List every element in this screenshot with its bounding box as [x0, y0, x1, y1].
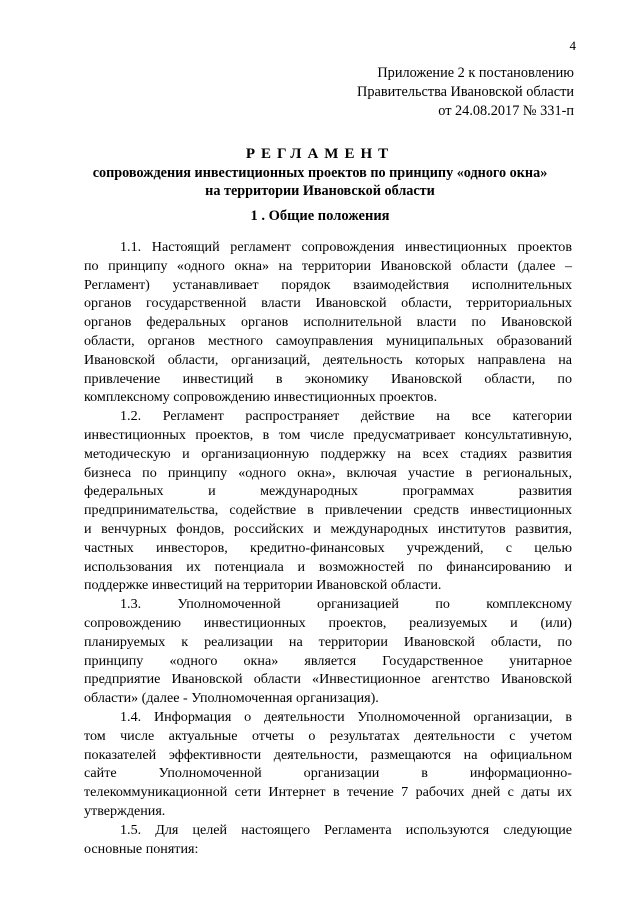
appendix-line: Правительства Ивановской области: [357, 84, 574, 100]
paragraph-line: органов федеральных органов исполнительной власти по Ивановской: [84, 314, 572, 331]
paragraph-line: принципу «одного окна» является Государственное унитарное: [84, 652, 572, 669]
appendix-line: от 24.08.2017 № 331-п: [438, 103, 574, 119]
paragraph-line: по принципу «одного окна» на территории Ивановской области (далее –: [84, 257, 572, 274]
title-main: РЕГЛАМЕНТ: [245, 146, 395, 162]
paragraph-line: поддержке инвестиций на территории Ивановской области.: [84, 577, 442, 594]
paragraph-line: области» (далее - Уполномоченная организация).: [84, 690, 379, 707]
paragraph: [84, 407, 572, 595]
paragraph-line: сопровождению инвестиционных проектов, реализуемых и (или): [84, 614, 572, 631]
paragraph-line: привлечение инвестиций в экономику Ивановской области, по: [84, 370, 572, 387]
title-subtitle: сопровождения инвестиционных проектов по принципу «одного окна»: [92, 165, 548, 181]
paragraph-line: 1.1. Настоящий регламент сопровождения инвестиционных проектов: [120, 239, 572, 255]
paragraph-line: Регламент) устанавливает порядок взаимодействия исполнительных: [84, 276, 572, 293]
page-number: 4: [569, 38, 576, 53]
paragraph-line: инвестиционных проектов, в том числе предусматривает консультативную,: [84, 426, 572, 443]
paragraph-line: органов государственной власти Ивановской области, территориальных: [84, 295, 572, 312]
paragraph-line: области, органов местного самоуправления муниципальных образований: [84, 332, 572, 349]
paragraph: [84, 821, 572, 859]
paragraph-line: и венчурных фондов, российских и международных институтов развития,: [84, 520, 572, 537]
paragraph-line: частных инвесторов, кредитно-финансовых учреждений, с целью: [84, 539, 572, 556]
paragraph-line: использования их потенциала и возможностей по финансированию и: [84, 558, 572, 575]
title-subtitle: на территории Ивановской области: [205, 183, 435, 199]
document-title: [80, 144, 560, 200]
paragraph-line: 1.3. Уполномоченной организацией по комплексному: [120, 596, 572, 613]
section-heading: 1 . Общие положения: [250, 208, 390, 224]
paragraph-line: сайте Уполномоченной организации в информационно-: [84, 765, 572, 782]
paragraph-line: федеральных и международных программах развития: [84, 483, 572, 500]
paragraph-line: предпринимательства, содействие в привлечении средств инвестиционных: [84, 502, 572, 519]
paragraph: [84, 238, 572, 407]
paragraph-line: методическую и организационную поддержку на всех стадиях развития: [84, 445, 572, 462]
paragraph-line: комплексному сопровождению инвестиционных проектов.: [84, 389, 438, 406]
paragraph-line: основные понятия:: [84, 840, 199, 857]
paragraph-line: планируемых к реализации на территории Ивановской области, по: [84, 633, 572, 650]
appendix-note: [357, 64, 574, 121]
paragraph-line: 1.5. Для целей настоящего Регламента используются следующие: [120, 821, 572, 838]
paragraph-line: бизнеса по принципу «одного окна», включая участие в региональных,: [84, 464, 572, 481]
document-body: [84, 238, 572, 858]
appendix-line: Приложение 2 к постановлению: [377, 65, 574, 81]
paragraph-line: Ивановской области, организаций, деятельность которых направлена на: [84, 351, 572, 368]
paragraph-line: предприятие Ивановской области «Инвестиционное агентство Ивановской: [84, 671, 572, 688]
paragraph-line: утверждения.: [84, 802, 166, 819]
paragraph-line: показателей эффективности деятельности, размещаются на официальном: [84, 746, 572, 763]
paragraph: [84, 708, 572, 821]
paragraph-line: 1.4. Информация о деятельности Уполномоченной организации, в: [120, 708, 572, 725]
paragraph: [84, 595, 572, 708]
paragraph-line: том числе актуальные отчеты о результатах деятельности с учетом: [84, 727, 572, 744]
paragraph-line: 1.2. Регламент распространяет действие на все категории: [120, 408, 572, 425]
paragraph-line: телекоммуникационной сети Интернет в течение 7 рабочих дней с даты их: [84, 784, 572, 801]
